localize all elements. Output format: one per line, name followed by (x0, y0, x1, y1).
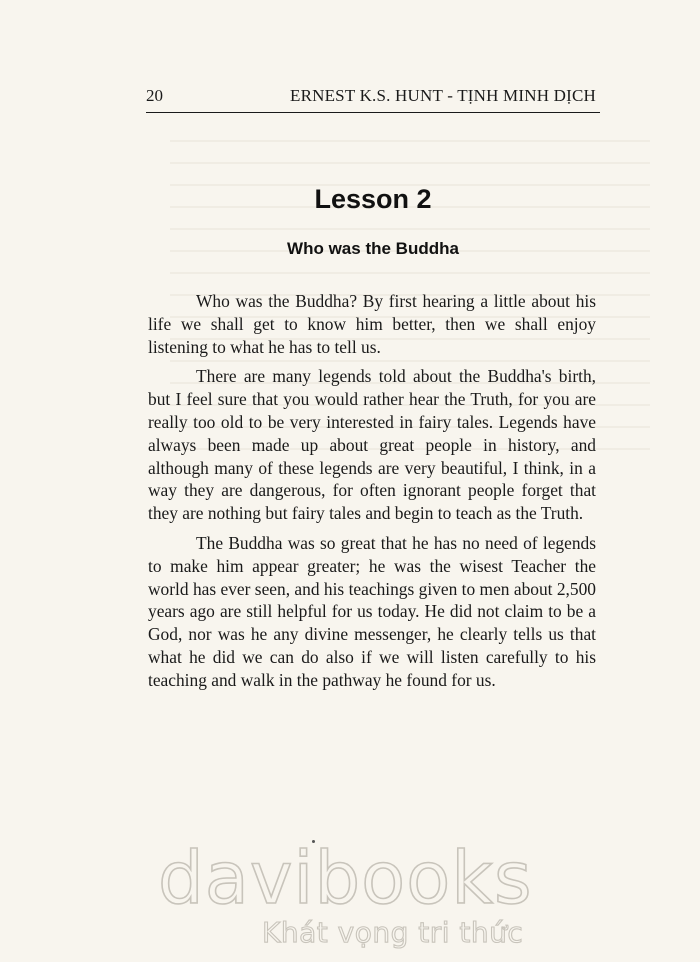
paragraph: There are many legends told about the Buddha's birth, but I feel sure that you would rather hear the Truth, for you are really too old to be very interested in fairy tales. Legends have always been made up about great people in history, and although many of these legends are very beautiful, I think, in a way they are dangerous, for often ignorant people forget that they are nothing but fairy tales and begin to teach as the Truth. (148, 366, 596, 524)
paragraph: Who was the Buddha? By first hearing a little about his life we shall get to know him better, then we shall enjoy listening to what he has to tell us. (148, 291, 596, 357)
paragraph: The Buddha was so great that he has no need of legends to make him appear greater; he was the wisest Teacher the world has ever seen, and his teachings given to men about 2,500 years ago are still helpful for us today. He did not claim to be a God, nor was he any divine messenger, he clearly tells us that what he did we can do also if we will listen carefully to his teaching and walk in the pathway he found for us. (148, 532, 596, 690)
watermark (150, 836, 550, 956)
lesson-title: Lesson 2 (314, 184, 432, 214)
watermark-tagline: Khát vọng tri thức (262, 916, 524, 949)
page-number: 20 (146, 86, 163, 105)
running-head: ERNEST K.S. HUNT - TỊNH MINH DỊCH (290, 86, 596, 105)
body-text (148, 290, 596, 699)
page-header (146, 86, 600, 108)
header-rule (146, 112, 600, 113)
lesson-subtitle: Who was the Buddha (287, 239, 459, 258)
watermark-brand: davibooks (158, 836, 533, 920)
